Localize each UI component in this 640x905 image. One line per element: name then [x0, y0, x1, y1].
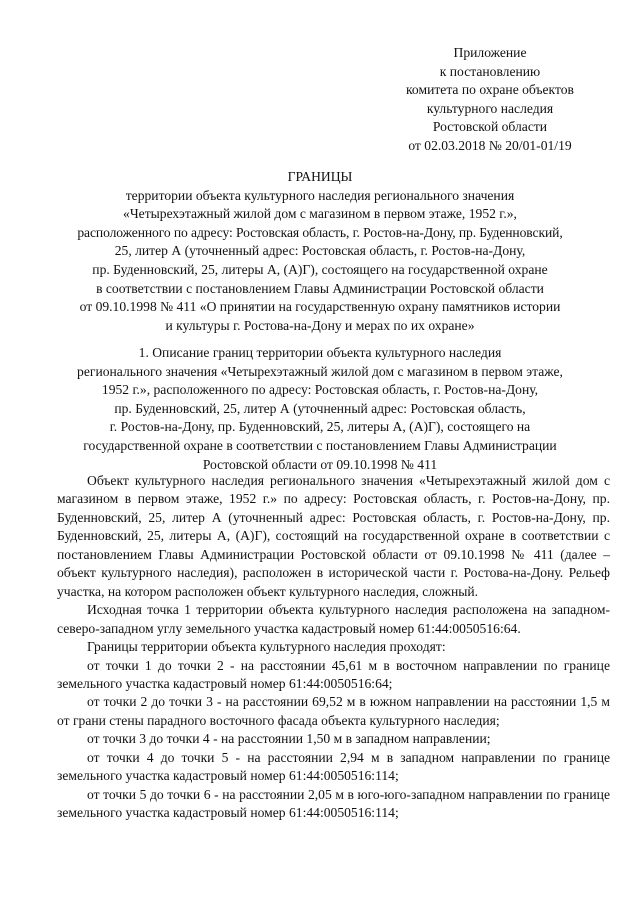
section-line: пр. Буденновский, 25, литер А (уточненный адрес: Ростовская область,	[114, 400, 526, 416]
body-paragraph: Исходная точка 1 территории объекта культурного наследия расположена на западном-северо-западном углу земельного участка кадастровый номер 61:44:0050516:64.	[57, 602, 610, 636]
heading-line: территории объекта культурного наследия регионального значения	[125, 187, 515, 203]
body-paragraph: от точки 5 до точки 6 - на расстоянии 2,05 м в юго-юго-западном направлении по границе земельного участка кадастровый номер 61:44:0050516:114;	[57, 786, 610, 821]
heading-line: в соответствии с постановлением Главы Администрации Ростовской области	[96, 280, 544, 296]
section-line: регионального значения «Четырехэтажный жилой дом с магазином в первом этаже,	[77, 363, 563, 379]
appendix-line: к постановлению	[439, 63, 541, 79]
body-paragraph: от точки 4 до точки 5 - на расстоянии 2,94 м в западном направлении по границе земельного участка кадастровый номер 61:44:0050516:114;	[57, 749, 610, 784]
body-paragraph: от точки 3 до точки 4 - на расстоянии 1,50 м в западном направлении;	[87, 731, 491, 747]
appendix-block	[380, 44, 600, 156]
document-title: ГРАНИЦЫ	[287, 169, 353, 184]
body-paragraph: Границы территории объекта культурного наследия проходят:	[87, 639, 446, 655]
section-line: 1. Описание границ территории объекта культурного наследия	[138, 345, 502, 360]
body-paragraph: от точки 2 до точки 3 - на расстоянии 69,52 м в южном направлении на расстоянии 1,5 м от грани стены парадного восточного фасада объекта культурного наследия;	[57, 694, 610, 728]
appendix-line: от 02.03.2018 № 20/01-01/19	[408, 137, 572, 153]
section-heading	[40, 344, 600, 474]
heading-line: расположенного по адресу: Ростовская область, г. Ростов-на-Дону, пр. Буденновский,	[77, 224, 563, 240]
section-line: 1952 г.», расположенного по адресу: Ростовская область, г. Ростов-на-Дону,	[101, 382, 539, 398]
heading-line: «Четырехэтажный жилой дом с магазином в первом этаже, 1952 г.»,	[123, 206, 517, 222]
appendix-line: Ростовской области	[432, 119, 548, 135]
document-heading	[40, 168, 600, 335]
appendix-line: Приложение	[453, 45, 527, 60]
heading-line: пр. Буденновский, 25, литеры А, (А)Г), состоящего на государственной охране	[92, 261, 548, 277]
appendix-line: культурного наследия	[426, 100, 554, 116]
appendix-line: комитета по охране объектов	[406, 82, 574, 98]
body-text	[57, 472, 610, 823]
heading-line: 25, литер А (уточненный адрес: Ростовская область, г. Ростов-на-Дону,	[114, 243, 526, 259]
section-line: г. Ростов-на-Дону, пр. Буденновский, 25, литеры А, (А)Г), состоящего на	[109, 419, 531, 435]
section-line: Ростовской области от 09.10.1998 № 411	[202, 456, 438, 472]
body-paragraph: от точки 1 до точки 2 - на расстоянии 45,61 м в восточном направлении по границе земельного участка кадастровый номер 61:44:0050516:64;	[57, 657, 610, 691]
body-paragraph: Объект культурного наследия регионального значения «Четырехэтажный жилой дом с магазином в первом этаже, 1952 г.» по адресу: Ростовская область, г. Ростов-на-Дону, пр. Буденновский, 25, литер А (уточненный адрес: Ростовская область, г. Ростов-на-Дону, пр. Буденновский, 25, литеры А, (А)Г), состоящий на государственной охране в соответствии с постановлением Главы Администрации Ростовской области от 09.10.1998 № 411 (далее – объект культурного наследия), расположен в исторической части г. Ростова-на-Дону. Рельеф участка, на котором расположен объект культурного наследия, сложный.	[57, 473, 610, 599]
section-line: государственной охране в соответствии с постановлением Главы Администрации	[83, 437, 557, 453]
heading-line: и культуры г. Ростова-на-Дону и мерах по их охране»	[165, 317, 475, 333]
heading-line: от 09.10.1998 № 411 «О принятии на государственную охрану памятников истории	[79, 299, 561, 315]
